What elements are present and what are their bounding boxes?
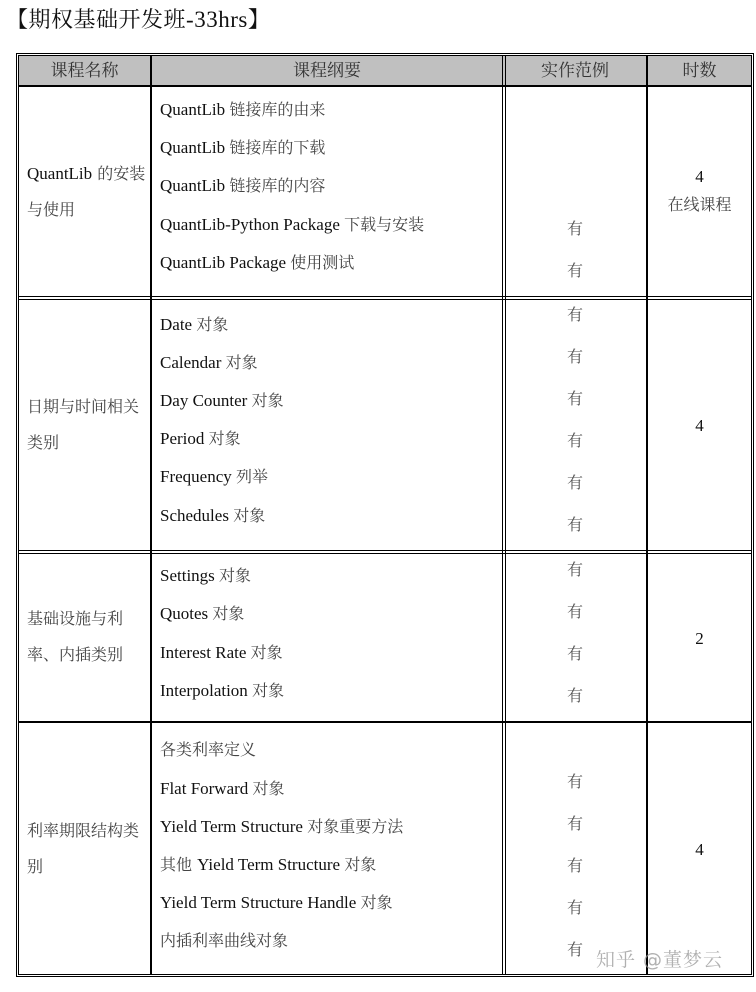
table-row-4-name: [19, 723, 150, 974]
outline-item: Period 对象: [160, 429, 241, 448]
outline-item: QuantLib-Python Package 下载与安装: [160, 215, 425, 234]
table-row-4-hours: [648, 723, 751, 974]
course-name-zh: 利率期限结构类别: [27, 820, 140, 876]
hours-value: 4: [695, 840, 704, 859]
course-table: [16, 53, 754, 977]
outline-item: QuantLib Package 使用测试: [160, 253, 355, 272]
hours-value: 2: [695, 629, 704, 648]
outline-item: 各类利率定义: [160, 740, 257, 759]
table-row-1-examples: [504, 87, 646, 296]
example-flag: 有: [566, 560, 583, 579]
course-name-zh: 日期与时间相关类别: [27, 396, 140, 452]
table-row-1-hours: [648, 87, 751, 296]
table-row-1-name: [19, 87, 150, 296]
table-row-3-hours: [648, 553, 751, 721]
outline-item: Interest Rate 对象: [160, 643, 283, 662]
table-row-2-outline: [152, 299, 502, 550]
outline-item: QuantLib 链接库的由来: [160, 100, 326, 119]
example-flag: 有: [566, 856, 583, 875]
example-flag: 有: [566, 814, 583, 833]
table-row-2-name: [19, 299, 150, 550]
table-row-3-examples: [504, 553, 646, 721]
table-row-4-outline: [152, 723, 502, 974]
table-row-3-name: [19, 553, 150, 721]
example-flag: 有: [566, 772, 583, 791]
example-flag: 有: [566, 644, 583, 663]
example-flag: 有: [566, 431, 583, 450]
hours-value: 4: [695, 167, 704, 186]
example-flag: 有: [566, 686, 583, 705]
title-zh: 期权基础开发班: [28, 8, 187, 33]
table-row-1-outline: [152, 87, 502, 296]
example-flag: 有: [566, 473, 583, 492]
title-bracket-open: 【: [6, 8, 29, 33]
example-flag: 有: [566, 898, 583, 917]
example-flag: 有: [566, 940, 583, 959]
title-bracket-close: 】: [247, 8, 271, 33]
outline-item: Date 对象: [160, 315, 229, 334]
hours-note: 在线课程: [667, 195, 732, 214]
header-hours: 时数: [682, 61, 717, 81]
example-flag: 有: [566, 515, 583, 534]
outline-item: QuantLib 链接库的内容: [160, 176, 326, 195]
column-divider: [502, 56, 503, 974]
outline-item: QuantLib 链接库的下载: [160, 138, 326, 157]
table-row-3-outline: [152, 553, 502, 721]
course-name-zh: 基础设施与利率、内插类别: [27, 609, 124, 664]
header-course-name: 课程名称: [50, 61, 119, 81]
header-course-outline: 课程纲要: [293, 61, 361, 81]
outline-item: Interpolation 对象: [160, 681, 285, 700]
outline-item: Yield Term Structure Handle 对象: [160, 893, 393, 912]
outline-item: 内插利率曲线对象: [160, 931, 289, 950]
example-flag: 有: [566, 602, 583, 621]
outline-item: 其他 Yield Term Structure 对象: [160, 855, 377, 874]
row-divider: [19, 550, 751, 551]
outline-item: Day Counter 对象: [160, 391, 284, 410]
outline-item: Flat Forward 对象: [160, 779, 285, 798]
outline-item: Quotes 对象: [160, 604, 245, 623]
example-flag: 有: [566, 305, 583, 324]
table-row-4-examples: [504, 723, 646, 974]
table-header: [19, 56, 751, 86]
outline-item: Calendar 对象: [160, 353, 258, 372]
example-flag: 有: [566, 219, 583, 238]
header-examples: 实作范例: [541, 61, 609, 81]
table-row-2-examples: [504, 299, 646, 550]
row-divider: [19, 296, 751, 297]
example-flag: 有: [566, 347, 583, 366]
hours-value: 4: [695, 416, 704, 435]
outline-item: Schedules 对象: [160, 506, 266, 525]
example-flag: 有: [566, 261, 583, 280]
course-name-zh: 的安装与使用: [27, 163, 146, 219]
course-name-en: QuantLib: [27, 163, 93, 183]
page-title: [6, 4, 270, 37]
outline-item: Settings 对象: [160, 566, 252, 585]
watermark: 知乎 @董梦云: [596, 949, 724, 971]
outline-item: Yield Term Structure 对象重要方法: [160, 817, 404, 836]
example-flag: 有: [566, 389, 583, 408]
title-hours: -33hrs: [186, 7, 248, 32]
outline-item: Frequency 列举: [160, 467, 269, 486]
table-row-2-hours: [648, 299, 751, 550]
